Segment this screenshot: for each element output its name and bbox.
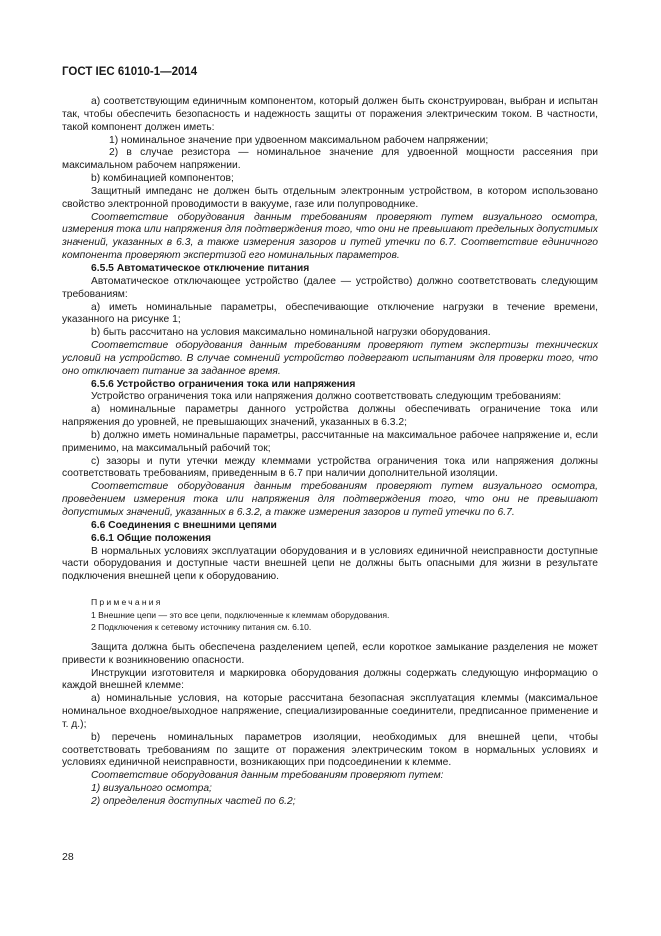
paragraph: Автоматическое отключающее устройство (далее — устройство) должно соответствовать следующим требованиям:: [62, 275, 598, 300]
compliance-paragraph: Соответствие оборудования данным требованиям проверяют путем экспертизы технических условий на устройство. В случае сомнений устройство подвергают испытаниям для проверки того, что оно отключает питание за заданное время.: [62, 340, 598, 377]
paragraph: b) перечень номинальных параметров изоляции, необходимых для внешней цепи, чтобы соответствовать требованиям по защите от поражения электрическим током в нормальных условиях и условиях единичной неисправности, возникающих при подсоединении к клемме.: [62, 731, 598, 769]
paragraph: 2) в случае резистора — номинальное значение для удвоенной мощности рассеяния при максимальном рабочем напряжении.: [62, 147, 598, 172]
paragraph: В нормальных условиях эксплуатации оборудования и в условиях единичной неисправности доступные части оборудования и доступные части внешней цепи не должны быть опасными для жизни в результате подключения внешней цепи к оборудованию.: [62, 545, 598, 583]
section-heading-6-6-1: 6.6.1 Общие положения: [91, 532, 211, 544]
paragraph: а) номинальные условия, на которые рассчитана безопасная эксплуатация клеммы (максимальное номинальное входное/выходное напряжение, специализированные соединители, предписанное применение и т. д.);: [62, 693, 598, 730]
document-body: [62, 96, 598, 809]
compliance-paragraph: Соответствие оборудования данным требованиям проверяют путем визуального осмотра, проведением измерения тока или напряжения для подтверждения того, что они не превышают допустимых значений, указанных в 6.3.2, а также измерения зазоров и путей утечки по 6.7.: [62, 481, 598, 518]
note-item: 1 Внешние цепи — это все цепи, подключенные к клеммам оборудования.: [91, 609, 390, 620]
paragraph: а) номинальные параметры данного устройства должны обеспечивать ограничение тока или напряжения до уровней, не превышающих значений, указанных в 6.3.2;: [62, 404, 598, 429]
paragraph: с) зазоры и пути утечки между клеммами устройства ограничения тока или напряжения должны соответствовать требованиям, приведенным в 6.7 при наличии дополнительной изоляции.: [62, 455, 598, 480]
paragraph: Защита должна быть обеспечена разделением цепей, если короткое замыкание разделения не может привести к возникновению опасности.: [62, 641, 598, 666]
paragraph: b) быть рассчитано на условия максимально номинальной нагрузки оборудования.: [91, 327, 491, 339]
paragraph: 1) номинальное значение при удвоенном максимальном рабочем напряжении;: [109, 134, 489, 146]
paragraph: Устройство ограничения тока или напряжения должно соответствовать следующим требованиям:: [91, 391, 562, 403]
compliance-paragraph: Соответствие оборудования данным требованиям проверяют путем:: [91, 770, 444, 782]
page-number: 28: [62, 851, 74, 863]
section-heading-6-6: 6.6 Соединения с внешними цепями: [91, 519, 277, 531]
list-item: 2) определения доступных частей по 6.2;: [91, 795, 296, 807]
paragraph: а) соответствующим единичным компонентом, который должен быть сконструирован, выбран и испытан так, чтобы обеспечить безопасность и надежность защиты от поражения электрическим током. В частности, такой компонент должен иметь:: [62, 96, 598, 133]
section-heading-6-5-5: 6.5.5 Автоматическое отключение питания: [91, 262, 310, 274]
compliance-paragraph: Соответствие оборудования данным требованиям проверяют путем визуального осмотра, измерения тока или напряжения для подтверждения того, что они не превышают предельных допустимых значений, указанных в 6.3, а также измерения зазоров и путей утечки по 6.7. Соответствие единичного компонента проверяют экспертизой его номинальных параметров.: [62, 211, 598, 262]
paragraph: Инструкции изготовителя и маркировка оборудования должны содержать следующую информацию о каждой внешней клемме:: [62, 667, 598, 692]
section-heading-6-5-6: 6.5.6 Устройство ограничения тока или напряжения: [91, 378, 356, 390]
list-item: 1) визуального осмотра;: [91, 783, 212, 795]
paragraph: а) иметь номинальные параметры, обеспечивающие отключение нагрузки в течение времени, указанного на рисунке 1;: [62, 301, 598, 326]
paragraph: b) комбинацией компонентов;: [91, 173, 234, 185]
paragraph: Защитный импеданс не должен быть отдельным электронным устройством, в котором использовано свойство электронной проводимости в вакууме, газе или полупроводнике.: [62, 185, 598, 210]
document-header: ГОСТ IEC 61010-1—2014: [62, 66, 198, 78]
note-item: 2 Подключения к сетевому источнику питания см. 6.10.: [91, 622, 312, 633]
notes-title: Примечания: [91, 597, 163, 608]
paragraph: b) должно иметь номинальные параметры, рассчитанные на максимальное рабочее напряжение и, если применимо, на максимальный рабочий ток;: [62, 429, 598, 454]
